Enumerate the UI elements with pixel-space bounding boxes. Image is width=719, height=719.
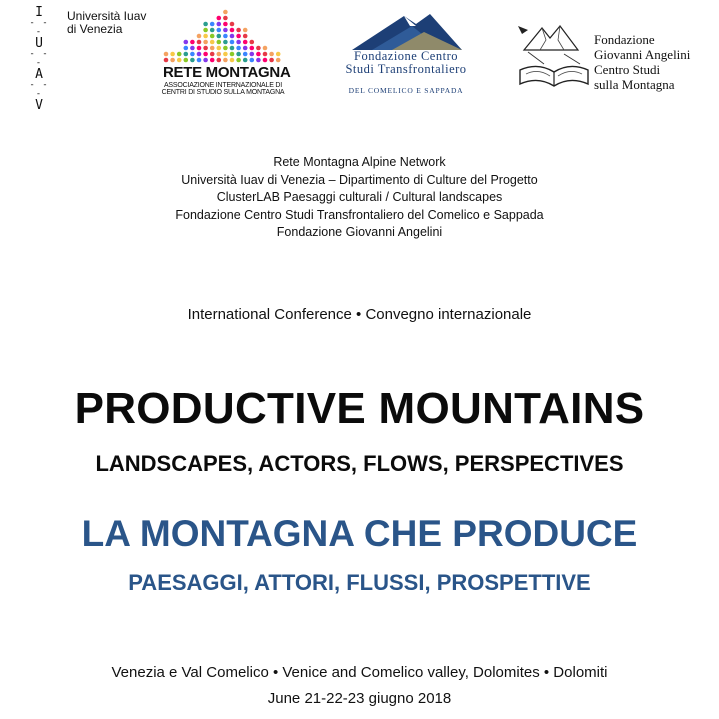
iuav-name-line1: Università Iuav bbox=[67, 9, 147, 23]
iuav-logo-mark bbox=[28, 6, 50, 112]
location: Venezia e Val Comelico • Venice and Comelico valley, Dolomites • Dolomiti bbox=[111, 664, 608, 681]
fondazione-centro-mountain-icon bbox=[312, 14, 500, 50]
organizer-item: ClusterLAB Paesaggi culturali / Cultural landscapes bbox=[216, 190, 503, 204]
dates: June 21-22-23 giugno 2018 bbox=[267, 690, 452, 707]
iuav-letter: V bbox=[35, 98, 43, 113]
angelini-line3: Centro Studi bbox=[594, 62, 661, 77]
organizers-list bbox=[0, 154, 719, 242]
angelini-book-mountain-icon bbox=[514, 20, 594, 96]
fondazione-centro-line3: DEL COMELICO E SAPPADA bbox=[348, 86, 464, 95]
rete-montagna-subtitle-line2: CENTRI DI STUDIO SULLA MONTAGNA bbox=[161, 89, 285, 96]
iuav-name-line2: di Venezia bbox=[67, 22, 123, 36]
fondazione-centro-line2: Studi Transfrontaliero bbox=[345, 62, 467, 76]
iuav-letter: A bbox=[35, 67, 43, 82]
iuav-dash: - - - bbox=[29, 18, 49, 37]
iuav-dash: - - - bbox=[29, 49, 49, 68]
iuav-letter: U bbox=[35, 36, 43, 51]
iuav-letter: I bbox=[35, 5, 43, 20]
title-en: PRODUCTIVE MOUNTAINS bbox=[74, 384, 645, 433]
fondazione-centro-name bbox=[312, 50, 500, 76]
organizer-item: Fondazione Centro Studi Transfrontaliero del Comelico e Sappada bbox=[175, 207, 544, 222]
rete-montagna-subtitle-line1: ASSOCIAZIONE INTERNAZIONALE DI bbox=[163, 82, 283, 89]
angelini-line4: sulla Montagna bbox=[594, 77, 675, 92]
conference-label: International Conference • Convegno internazionale bbox=[187, 306, 532, 323]
iuav-name bbox=[67, 10, 146, 36]
rete-montagna-title: RETE MONTAGNA bbox=[163, 64, 291, 81]
rete-montagna-mountain-icon bbox=[158, 8, 288, 66]
organizer-item: Rete Montagna Alpine Network bbox=[273, 155, 446, 169]
iuav-dash: - - - bbox=[29, 80, 49, 99]
subtitle-it: PAESAGGI, ATTORI, FLUSSI, PROSPETTIVE bbox=[128, 570, 591, 595]
angelini-line1: Fondazione bbox=[594, 32, 655, 47]
title-it: LA MONTAGNA CHE PRODUCE bbox=[81, 513, 638, 554]
fondazione-centro-line1: Fondazione Centro bbox=[354, 49, 458, 63]
organizer-item: Fondazione Giovanni Angelini bbox=[276, 225, 443, 239]
subtitle-en: LANDSCAPES, ACTORS, FLOWS, PERSPECTIVES bbox=[95, 451, 624, 476]
organizer-item: Università Iuav di Venezia – Dipartimento di Culture del Progetto bbox=[181, 172, 538, 187]
rete-montagna-subtitle bbox=[157, 82, 289, 96]
angelini-line2: Giovanni Angelini bbox=[594, 47, 691, 62]
angelini-name bbox=[594, 32, 690, 92]
